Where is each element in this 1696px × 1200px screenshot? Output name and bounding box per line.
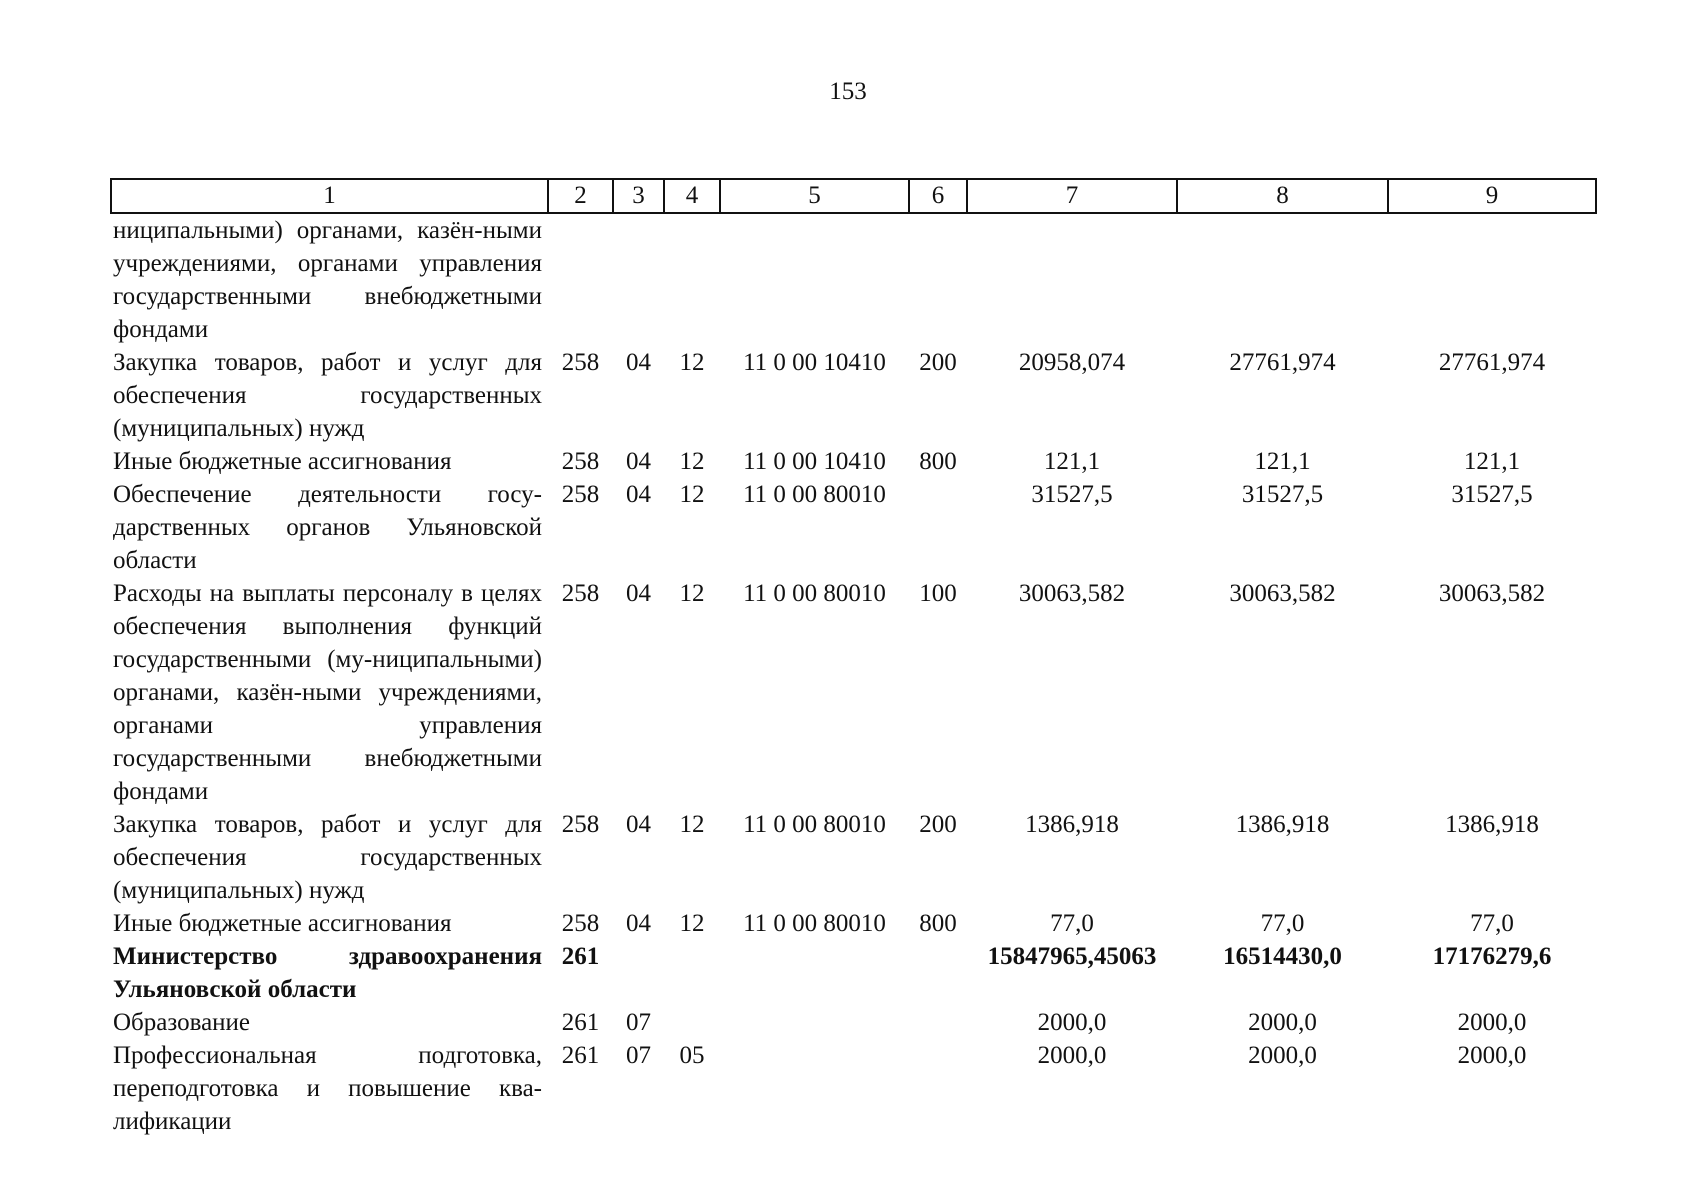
cell-amount-col8: 2000,0: [1248, 1042, 1317, 1069]
page-number: 153: [829, 78, 867, 105]
row-description: Профессиональная подготовка, переподготовка и повышение ква-лификации: [113, 1042, 542, 1135]
cell-subsection: [664, 940, 720, 1006]
cell-ministry-code: 258: [561, 448, 600, 475]
column-header: 8: [1177, 179, 1388, 213]
cell-target-article: 11 0 00 80010: [743, 910, 886, 937]
column-header: 2: [548, 179, 613, 213]
cell-target-article: [720, 1006, 909, 1039]
column-header: 6: [909, 179, 967, 213]
cell-expense-type: [909, 1039, 967, 1138]
cell-ministry-code: [548, 213, 613, 346]
cell-amount-col9: 1386,918: [1445, 811, 1539, 838]
table-body: [111, 213, 1596, 1138]
row-description: Министерство здравоохранения Ульяновской области: [113, 943, 542, 1003]
cell-target-article: 11 0 00 80010: [743, 481, 886, 508]
table-row: [111, 1006, 1596, 1039]
cell-amount-col7: 2000,0: [1037, 1042, 1107, 1069]
cell-amount-col9: 30063,582: [1438, 580, 1546, 607]
cell-amount-col8: 30063,582: [1229, 580, 1336, 607]
cell-ministry-code: 261: [561, 1009, 600, 1036]
cell-expense-type: 200: [919, 349, 957, 376]
cell-amount-col8: 2000,0: [1248, 1009, 1317, 1036]
cell-amount-col9: 27761,974: [1438, 349, 1546, 376]
cell-target-article: [720, 1039, 909, 1138]
table-row: [111, 577, 1596, 808]
cell-amount-col8: 77,0: [1260, 910, 1305, 937]
cell-amount-col7: 31527,5: [1031, 481, 1113, 508]
cell-target-article: 11 0 00 10410: [743, 349, 886, 376]
column-header: 1: [111, 179, 548, 213]
cell-amount-col9: 31527,5: [1451, 481, 1533, 508]
column-header: 7: [967, 179, 1177, 213]
table-row: [111, 445, 1596, 478]
table-header-row: [111, 179, 1596, 213]
cell-amount-col7: 77,0: [1050, 910, 1094, 937]
budget-table: [110, 178, 1597, 1138]
cell-subsection: [664, 1006, 720, 1039]
cell-subsection: 12: [679, 811, 705, 838]
cell-section: 04: [626, 349, 651, 376]
cell-amount-col9: 2000,0: [1457, 1042, 1527, 1069]
cell-amount-col9: 2000,0: [1457, 1009, 1527, 1036]
cell-subsection: 12: [679, 481, 705, 508]
cell-amount-col8: 31527,5: [1241, 481, 1324, 508]
cell-amount-col7: [967, 213, 1177, 346]
column-header: 4: [664, 179, 720, 213]
cell-amount-col7: 15847965,45063: [987, 943, 1157, 970]
cell-section: 04: [626, 481, 651, 508]
cell-section: 04: [626, 448, 651, 475]
cell-subsection: 12: [679, 349, 705, 376]
table-row: [111, 1039, 1596, 1138]
cell-amount-col7: 1386,918: [1025, 811, 1119, 838]
row-description: Расходы на выплаты персоналу в целях обеспечения выполнения функций государственными (му-ниципальными) органами, казён-ными учреждениями, органами управления государственными внебюджетными фондами: [113, 580, 542, 805]
cell-amount-col8: 1386,918: [1235, 811, 1330, 838]
table-row: [111, 213, 1596, 346]
cell-section: 07: [626, 1009, 651, 1036]
row-description: Обеспечение деятельности госу-дарственных органов Ульяновской области: [113, 481, 542, 574]
cell-subsection: [664, 213, 720, 346]
cell-target-article: 11 0 00 10410: [743, 448, 886, 475]
cell-section: 04: [626, 580, 651, 607]
cell-subsection: 12: [679, 580, 705, 607]
column-header: 9: [1388, 179, 1596, 213]
table-row: [111, 478, 1596, 577]
row-description: ниципальными) органами, казён-ными учреждениями, органами управления государственными внебюджетными фондами: [113, 217, 542, 343]
row-description: Закупка товаров, работ и услуг для обеспечения государственных (муниципальных) нужд: [113, 349, 542, 442]
cell-amount-col7: 2000,0: [1037, 1009, 1107, 1036]
row-description: Образование: [113, 1009, 251, 1036]
cell-amount-col9: 77,0: [1470, 910, 1514, 937]
cell-ministry-code: 258: [561, 349, 600, 376]
column-header: 5: [720, 179, 909, 213]
cell-expense-type: 200: [919, 811, 957, 838]
cell-amount-col9: 121,1: [1463, 448, 1521, 475]
cell-subsection: 05: [679, 1042, 705, 1069]
column-header: 3: [613, 179, 664, 213]
cell-section: [613, 213, 664, 346]
cell-ministry-code: 261: [561, 1042, 600, 1069]
table-row: [111, 808, 1596, 907]
cell-section: 04: [626, 811, 651, 838]
cell-target-article: [720, 213, 909, 346]
cell-subsection: 12: [679, 910, 705, 937]
cell-expense-type: 800: [919, 448, 957, 475]
cell-target-article: [720, 940, 909, 1006]
cell-ministry-code: 258: [561, 811, 600, 838]
cell-amount-col8: [1177, 213, 1388, 346]
cell-amount-col8: 16514430,0: [1223, 943, 1342, 970]
cell-ministry-code: 258: [561, 580, 600, 607]
cell-amount-col9: [1388, 213, 1596, 346]
cell-amount-col7: 121,1: [1043, 448, 1101, 475]
row-description: Иные бюджетные ассигнования: [113, 910, 452, 937]
cell-target-article: 11 0 00 80010: [743, 811, 886, 838]
cell-expense-type: [909, 213, 967, 346]
cell-amount-col7: 30063,582: [1018, 580, 1126, 607]
cell-ministry-code: 258: [561, 481, 600, 508]
table-row: [111, 907, 1596, 940]
cell-section: [613, 940, 664, 1006]
cell-ministry-code: 261: [561, 943, 600, 970]
table-row: [111, 346, 1596, 445]
cell-section: 04: [626, 910, 651, 937]
cell-expense-type: [909, 478, 967, 577]
cell-target-article: 11 0 00 80010: [743, 580, 886, 607]
cell-ministry-code: 258: [561, 910, 600, 937]
cell-expense-type: 800: [919, 910, 957, 937]
cell-amount-col9: 17176279,6: [1432, 943, 1552, 970]
cell-expense-type: [909, 940, 967, 1006]
cell-amount-col8: 27761,974: [1229, 349, 1336, 376]
cell-amount-col7: 20958,074: [1018, 349, 1126, 376]
row-description: Иные бюджетные ассигнования: [113, 448, 452, 475]
cell-amount-col8: 121,1: [1254, 448, 1311, 475]
row-description: Закупка товаров, работ и услуг для обеспечения государственных (муниципальных) нужд: [113, 811, 542, 904]
table-row: [111, 940, 1596, 1006]
cell-subsection: 12: [679, 448, 705, 475]
cell-section: 07: [626, 1042, 651, 1069]
cell-expense-type: [909, 1006, 967, 1039]
cell-expense-type: 100: [919, 580, 957, 607]
